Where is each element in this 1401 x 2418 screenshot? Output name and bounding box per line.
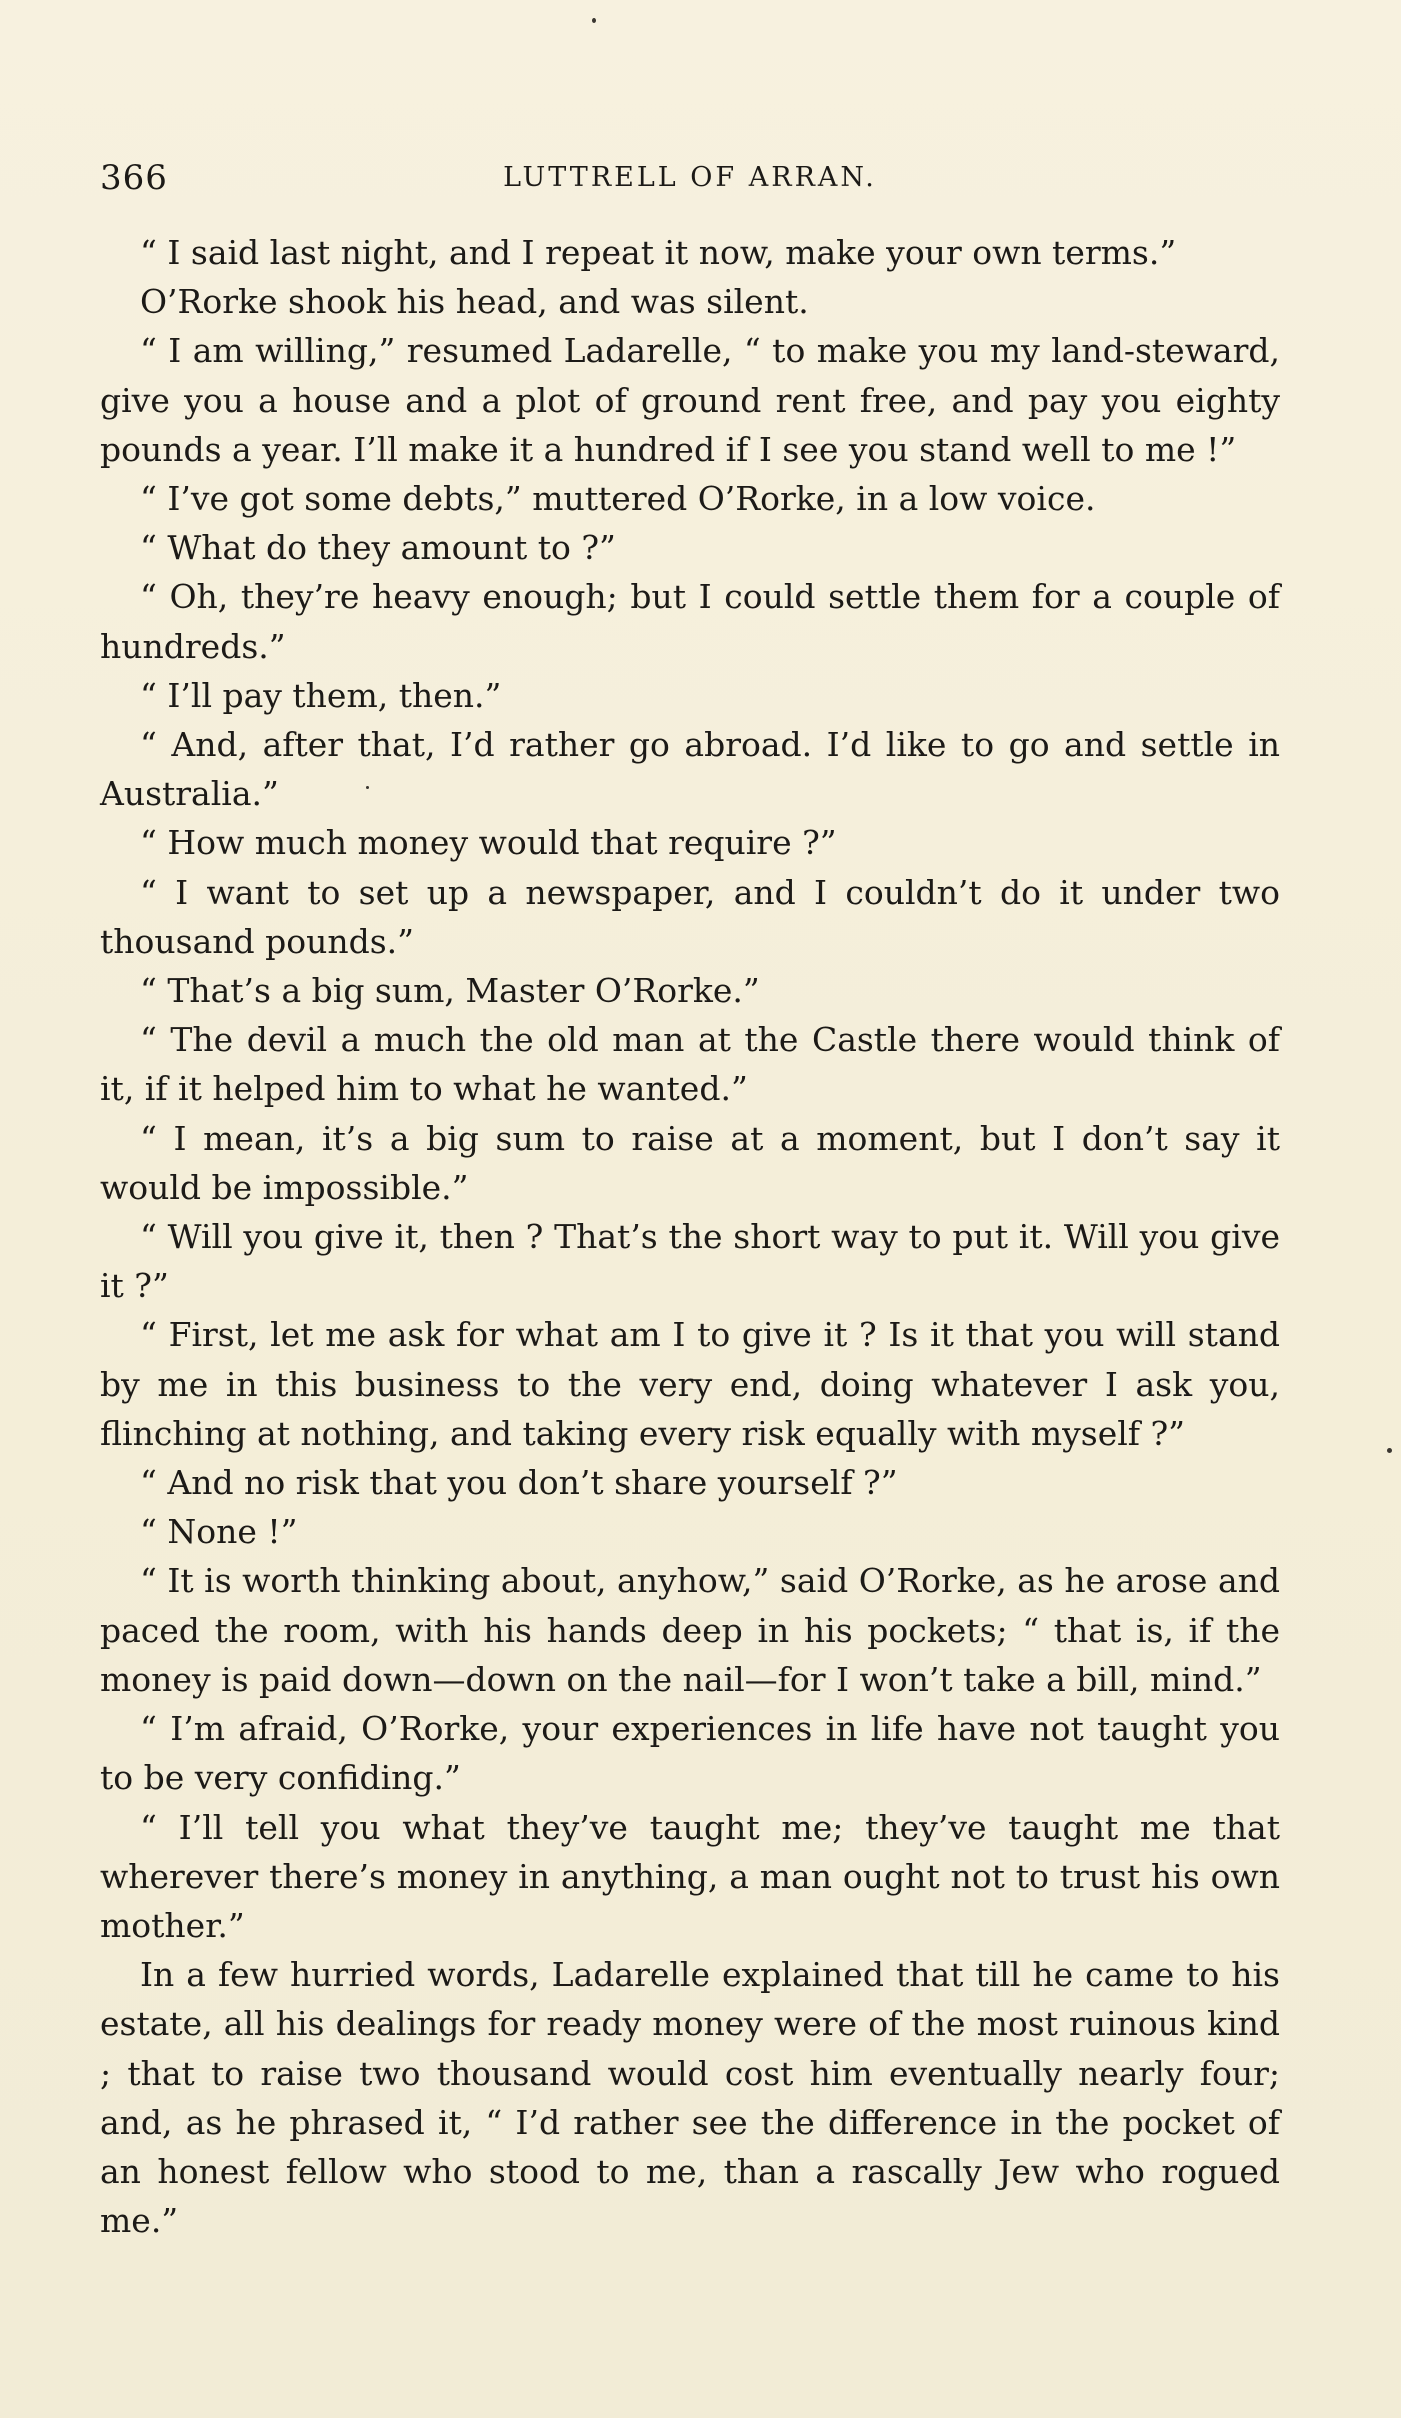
paragraph: “ None !” (140, 1512, 298, 1552)
print-speck (1387, 1448, 1392, 1453)
page-number: 366 (100, 158, 168, 198)
paragraph: “ How much money would that require ?” (140, 823, 837, 863)
body-text (100, 228, 1280, 2245)
paragraph: O’Rorke shook his head, and was silent. (140, 282, 809, 322)
paragraph: “ I said last night, and I repeat it now, make your own terms.” (140, 233, 1177, 272)
paragraph: “ It is worth thinking about, anyhow,” said O’Rorke, as he arose and paced the room, with his hands deep in his pockets; “ that is, if the money is paid down—down on the nail—for I won’t take a bill, mind.” (100, 1561, 1280, 1699)
paragraph: “ I’ll pay them, then.” (140, 675, 502, 715)
paragraph: “ I mean, it’s a big sum to raise at a moment, but I don’t say it would be impossible.” (100, 1118, 1280, 1207)
paragraph: “ The devil a much the old man at the Castle there would think of it, if it helped him to what he wanted.” (100, 1020, 1280, 1109)
paragraph: “ What do they amount to ?” (140, 528, 616, 568)
paragraph: “ I am willing,” resumed Ladarelle, “ to make you my land-steward, give you a house and a plot of ground rent free, and pay you eighty pounds a year. I’ll make it a hundred if I see you stand well to me !” (100, 331, 1280, 469)
paragraph: “ I want to set up a newspaper, and I couldn’t do it under two thousand pounds.” (100, 872, 1280, 961)
paragraph: “ Oh, they’re heavy enough; but I could settle them for a couple of hundreds.” (100, 577, 1280, 666)
paragraph: “ Will you give it, then ? That’s the short way to put it. Will you give it ?” (100, 1217, 1280, 1306)
print-speck (592, 18, 596, 23)
paragraph: “ And no risk that you don’t share yourself ?” (140, 1463, 898, 1503)
running-title: LUTTRELL OF ARRAN. (503, 162, 877, 193)
paragraph: “ I’m afraid, O’Rorke, your experiences in life have not taught you to be very confiding.” (100, 1709, 1280, 1798)
paragraph: “ And, after that, I’d rather go abroad. I’d like to go and settle in Australia.” (100, 725, 1280, 814)
paragraph: “ I’ve got some debts,” muttered O’Rorke, in a low voice. (140, 479, 1096, 519)
page-header (100, 158, 1280, 204)
paragraph: “ First, let me ask for what am I to give it ? Is it that you will stand by me in this business to the very end, doing whatever I ask you, flinching at nothing, and taking every risk equally with myself ?” (100, 1315, 1280, 1453)
paragraph: “ I’ll tell you what they’ve taught me; they’ve taught me that wherever there’s money in anything, a man ought not to trust his own mother.” (100, 1807, 1280, 1945)
paragraph: In a few hurried words, Ladarelle explained that till he came to his estate, all his dealings for ready money were of the most ruinous kind ; that to raise two thousand would cost him eventually nearly four; and, as he phrased it, “ I’d rather see the difference in the pocket of an honest fellow who stood to me, than a rascally Jew who rogued me.” (100, 1955, 1280, 2241)
paragraph: “ That’s a big sum, Master O’Rorke.” (140, 971, 760, 1011)
